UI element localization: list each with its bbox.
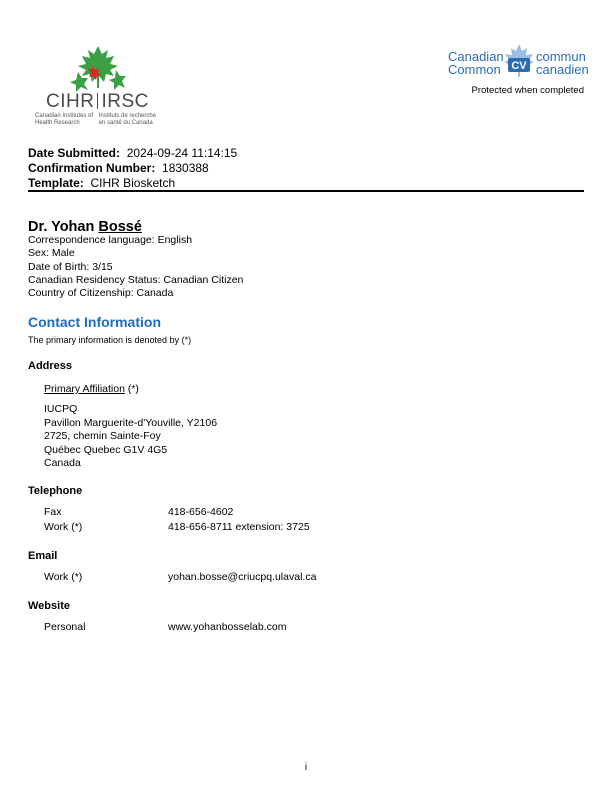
address-line: Pavillon Marguerite-d'Youville, Y2106: [44, 416, 218, 429]
address-block: [44, 403, 217, 471]
cihr-wordmark: [46, 91, 149, 113]
email-address: yohan.bosse@criucpq.ulaval.ca: [168, 571, 317, 583]
cihr-logo: [30, 44, 162, 126]
confirmation-value: 1830388: [162, 161, 209, 175]
website-heading: Website: [28, 600, 70, 612]
confirmation-row: [28, 161, 237, 176]
template-row: [28, 176, 237, 191]
website-url: www.yohanbosselab.com: [168, 621, 287, 633]
telephone-type: Work (*): [44, 521, 83, 533]
telephone-heading: Telephone: [28, 485, 83, 497]
ccv-text-canadian: Canadian: [448, 49, 504, 64]
cihr-subtitle-en: Canadian Institutes of Health Research: [35, 113, 94, 126]
primary-affiliation: [44, 383, 139, 395]
person-last-name: Bossé: [98, 219, 142, 235]
primary-affiliation-marker: (*): [127, 383, 139, 395]
address-line: IUCPQ: [44, 403, 78, 415]
ccv-logo-text-en: [448, 50, 504, 76]
template-value: CIHR Biosketch: [90, 176, 176, 190]
country-of-citizenship: Country of Citizenship: Canada: [28, 287, 174, 300]
email-heading: Email: [28, 550, 58, 562]
cihr-wordmark-en: CIHR: [46, 91, 95, 112]
correspondence-language: Correspondence language: English: [28, 234, 193, 246]
cihr-subtitle-fr: Instituts de recherche en santé du Canada: [98, 113, 157, 126]
contact-information-title: Contact Information: [28, 314, 161, 330]
maple-tree-icon: [68, 44, 128, 94]
person-title-first: Dr. Yohan: [28, 219, 95, 235]
telephone-row-fax: [44, 506, 233, 518]
address-line: 2725, chemin Sainte-Foy: [44, 430, 161, 442]
person-name: [28, 219, 142, 235]
ccv-text-canadien: canadien: [536, 62, 589, 77]
address-line: Québec Quebec G1V 4G5: [44, 443, 168, 456]
sex: Sex: Male: [28, 247, 75, 260]
telephone-type: Fax: [44, 506, 62, 518]
confirmation-label: Confirmation Number:: [28, 161, 156, 175]
person-info: [28, 234, 243, 300]
email-row-work: [44, 571, 316, 583]
cihr-subtitle: [35, 113, 175, 127]
date-submitted-label: Date Submitted:: [28, 146, 121, 160]
primary-info-note: The primary information is denoted by (*): [28, 335, 192, 345]
telephone-row-work: [44, 521, 310, 533]
website-row-personal: [44, 621, 286, 633]
telephone-number: 418-656-8711 extension: 3725: [168, 521, 310, 533]
primary-affiliation-label: Primary Affiliation: [44, 383, 125, 395]
submission-meta: [28, 146, 237, 191]
ccv-text-commun: commun: [536, 49, 586, 64]
date-submitted-row: [28, 146, 237, 161]
ccv-maple-badge-icon: [504, 44, 534, 80]
residency-status: Canadian Residency Status: Canadian Citizen: [28, 273, 244, 286]
ccv-text-common: Common: [448, 62, 501, 77]
website-type: Personal: [44, 621, 86, 633]
cihr-wordmark-fr: IRSC: [101, 91, 149, 112]
date-of-birth: Date of Birth: 3/15: [28, 260, 113, 273]
ccv-badge-label: CV: [511, 60, 527, 72]
telephone-number: 418-656-4602: [168, 506, 234, 518]
date-submitted-value: 2024-09-24 11:14:15: [126, 146, 238, 160]
ccv-logo: [448, 44, 589, 80]
page-number: i: [304, 762, 308, 773]
address-heading: Address: [28, 360, 73, 372]
protected-note: Protected when completed: [471, 85, 584, 96]
template-label: Template:: [28, 176, 84, 190]
email-type: Work (*): [44, 571, 83, 583]
header-divider: [28, 190, 584, 192]
ccv-logo-text-fr: [536, 50, 589, 76]
address-line: Canada: [44, 457, 81, 469]
